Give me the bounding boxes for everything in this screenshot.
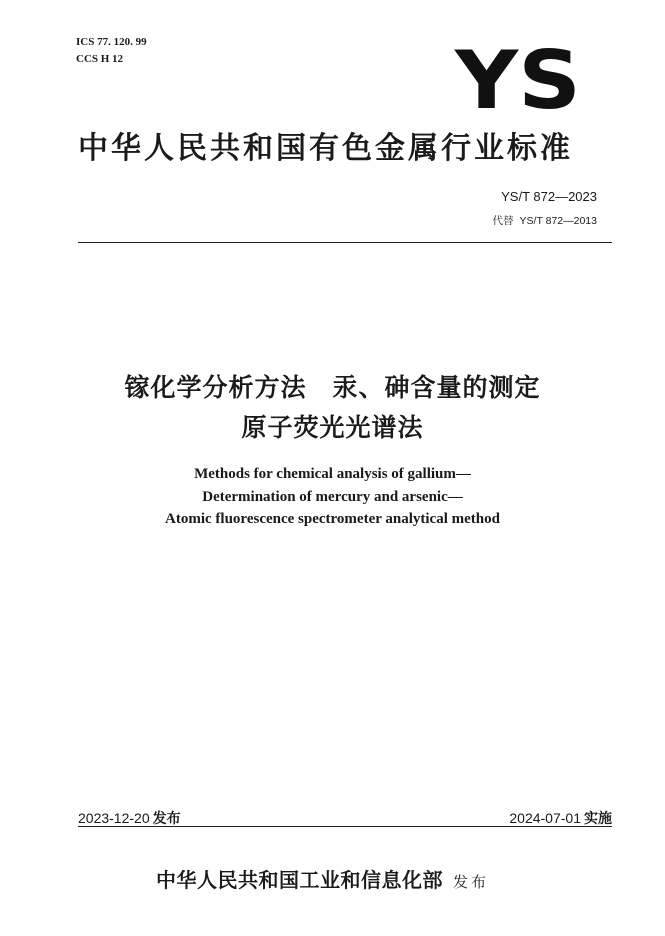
effective-date <box>509 808 612 828</box>
ys-logo <box>454 44 582 110</box>
issuing-authority <box>156 864 489 893</box>
footer-divider <box>78 826 612 827</box>
effective-date-value: 2024-07-01 <box>509 810 581 826</box>
issue-date-label: 发布 <box>152 811 181 827</box>
replaces-number: YS/T 872—2013 <box>519 215 597 227</box>
replaces-label: 代替 <box>492 215 514 227</box>
effective-date-label: 实施 <box>584 811 612 827</box>
issuer-action: 发布 <box>453 873 490 891</box>
english-title-line-3: Atomic fluorescence spectrometer analytical method <box>165 511 500 527</box>
english-title <box>0 463 665 531</box>
standard-number: YS/T 872—2023 <box>501 189 597 204</box>
ics-code: ICS 77. 120. 99 <box>76 36 147 48</box>
chinese-title-line-2: 原子荧光光谱法 <box>241 413 424 442</box>
chinese-title-line-1: 镓化学分析方法 汞、砷含量的测定 <box>124 373 541 402</box>
replaces-info <box>493 213 597 228</box>
issue-date-value: 2023-12-20 <box>78 810 150 826</box>
classification-codes <box>76 34 147 68</box>
industry-standard-title: 中华人民共和国有色金属行业标准 <box>78 131 573 166</box>
ccs-code: CCS H 12 <box>76 53 124 65</box>
english-title-line-2: Determination of mercury and arsenic— <box>202 488 463 505</box>
issue-date <box>78 808 181 828</box>
header-divider <box>78 242 612 243</box>
issuer-name: 中华人民共和国工业和信息化部 <box>156 868 443 892</box>
english-title-line-1: Methods for chemical analysis of gallium— <box>194 466 471 482</box>
ys-logo-text: YS <box>454 44 581 110</box>
